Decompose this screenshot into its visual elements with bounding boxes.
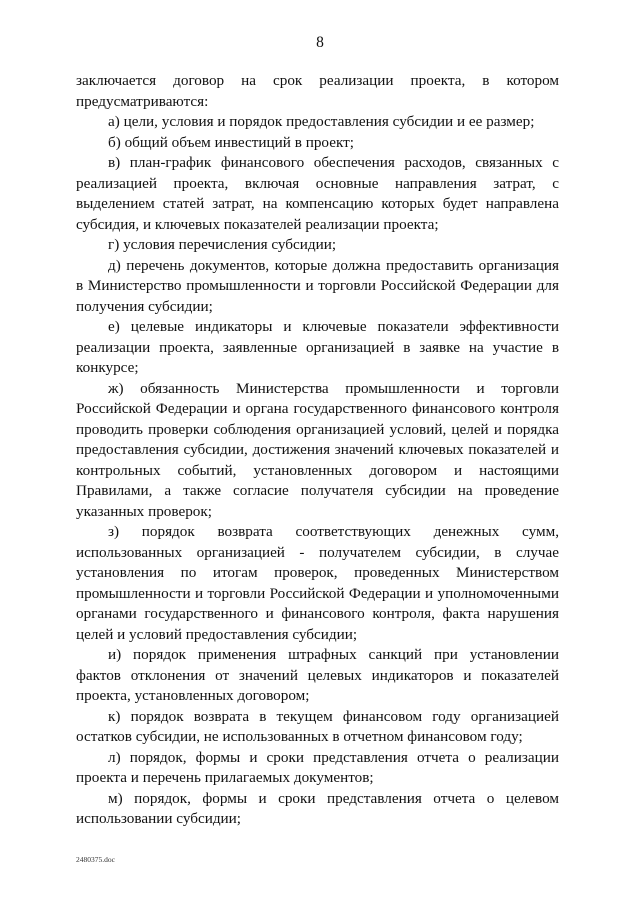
- paragraph-item-d: д) перечень документов, которые должна предоставить организация в Министерство промышленности и торговли Российской Федерации для получения субсидии;: [76, 256, 559, 315]
- paragraph-item-k: к) порядок возврата в текущем финансовом году организацией остатков субсидии, не использованных в отчетном финансовом году;: [76, 707, 559, 745]
- paragraph-intro: заключается договор на срок реализации проекта, в котором предусматриваются:: [76, 72, 559, 110]
- paragraph-item-l: л) порядок, формы и сроки представления отчета о реализации проекта и перечень прилагаемых документов;: [76, 748, 559, 786]
- paragraph-item-zh: ж) обязанность Министерства промышленности и торговли Российской Федерации и органа государственного финансового контроля проводить проверки соблюдения организацией условий, целей и порядка предоставления субсидии, достижения значений ключевых показателей и контрольных событий, установленных договором и настоящими Правилами, а также согласие получателя субсидии на проведение указанных проверок;: [76, 379, 559, 520]
- paragraph-item-i: и) порядок применения штрафных санкций при установлении фактов отклонения от значений целевых индикаторов и показателей проекта, установленных договором;: [76, 646, 559, 704]
- paragraph-item-e: е) целевые индикаторы и ключевые показатели эффективности реализации проекта, заявленные организацией в заявке на участие в конкурсе;: [76, 318, 559, 376]
- paragraph-item-z: з) порядок возврата соответствующих денежных сумм, использованных организацией - получателем субсидии, в случае установления по итогам проверок, проведенных Министерством промышленности и торговли Российской Федерации и уполномоченными органами государственного и финансового контроля, факта нарушения целей и условий предоставления субсидии;: [76, 523, 559, 643]
- paragraph-item-m: м) порядок, формы и сроки представления отчета о целевом использовании субсидии;: [76, 789, 559, 827]
- document-body: [76, 71, 559, 830]
- document-file-code: 2480375.doc: [76, 855, 115, 864]
- paragraph-item-a: а) цели, условия и порядок предоставления субсидии и ее размер;: [108, 113, 535, 130]
- paragraph-item-b: б) общий объем инвестиций в проект;: [108, 133, 354, 151]
- page-number: 8: [316, 34, 324, 51]
- paragraph-item-v: в) план-график финансового обеспечения расходов, связанных с реализацией проекта, включая основные направления затрат, с выделением статей затрат, на компенсацию которых будет направлена субсидия, и ключевых показателей реализации проекта;: [76, 154, 559, 233]
- paragraph-item-g: г) условия перечисления субсидии;: [108, 236, 337, 253]
